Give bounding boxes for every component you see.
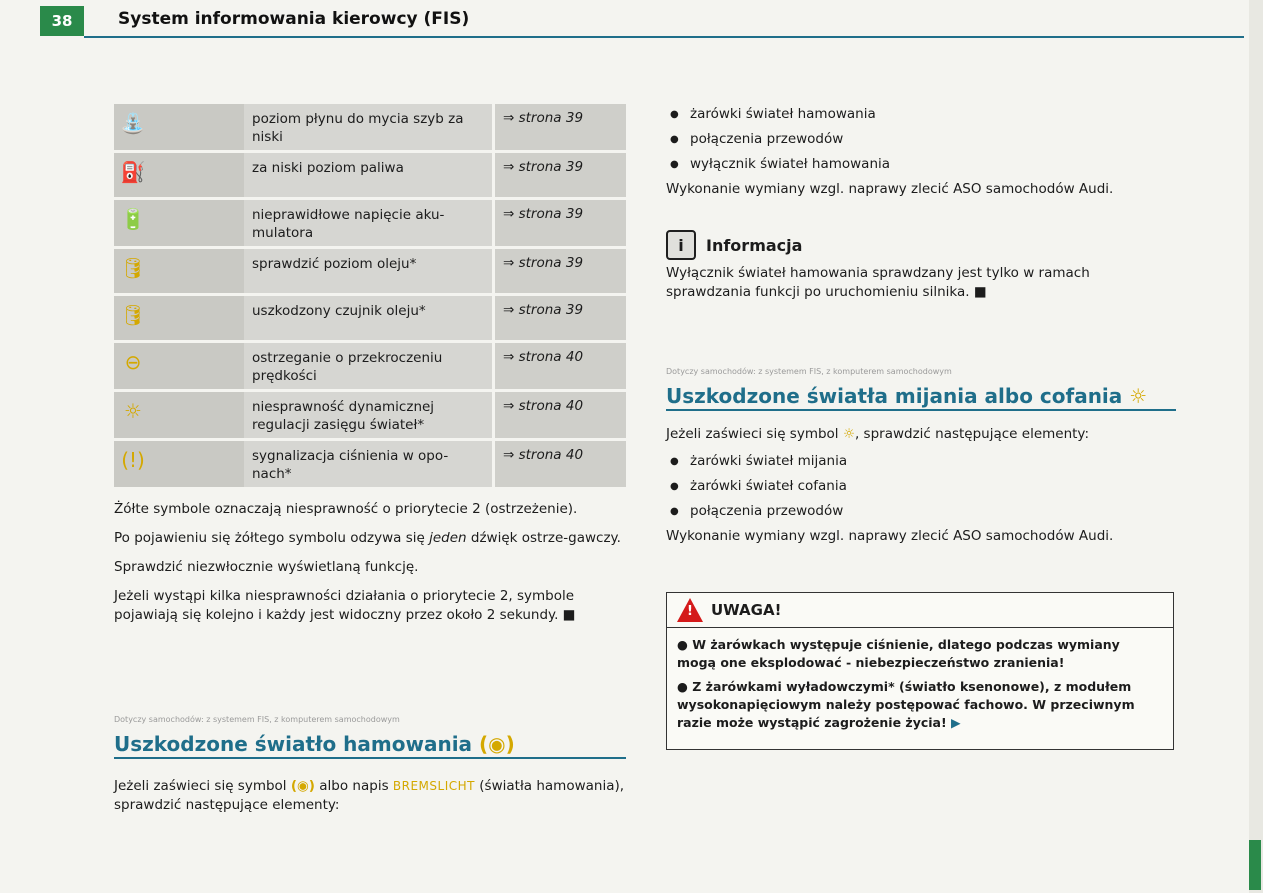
symbol-row — [114, 153, 626, 200]
info-title: Informacja — [706, 235, 803, 255]
warning-heading — [667, 593, 1173, 628]
warning-triangle-icon: ! — [677, 598, 703, 622]
warning-item: ● W żarówkach występuje ciśnienie, dlatego podczas wymiany mogą one eksplodować - niebezpieczeństwo zranienia! — [677, 637, 1120, 670]
repair-note: Wykonanie wymiany wzgl. naprawy zlecić ASO samochodów Audi. — [666, 181, 1114, 197]
page-reference: ⇒ strona 39 — [492, 200, 626, 246]
page-reference: ⇒ strona 39 — [492, 249, 626, 293]
lowbeam-icon: ☼ — [1129, 384, 1148, 408]
warning-box — [666, 592, 1174, 750]
speed-warning-icon: ⊖ — [124, 350, 142, 374]
warning-item — [677, 678, 1163, 732]
paragraph-check: Sprawdzić niezwłocznie wyświetlaną funkcję. — [114, 559, 419, 575]
symbol-row — [114, 441, 626, 490]
symbol-table — [114, 104, 626, 490]
list-item: ● połączenia przewodów — [666, 130, 1176, 149]
symbol-row — [114, 200, 626, 249]
warning-title: UWAGA! — [711, 601, 782, 619]
symbol-description: sygnalizacja ciśnienia w opo-nach* — [244, 441, 492, 487]
symbol-row — [114, 343, 626, 392]
symbol-cell — [114, 343, 244, 389]
page-reference: ⇒ strona 40 — [492, 441, 626, 487]
symbol-cell — [114, 296, 244, 340]
symbol-description: sprawdzić poziom oleju* — [244, 249, 492, 293]
list-item: ● żarówki świateł mijania — [666, 452, 1176, 471]
page-header — [0, 0, 1263, 40]
brake-light-icon: (◉) — [479, 732, 515, 756]
symbol-description: za niski poziom paliwa — [244, 153, 492, 197]
paragraph-multiple: Jeżeli wystąpi kilka niesprawności działania o priorytecie 2, symbole pojawiają się kolejno i każdy jest widoczny przez około 2 sekundy. ■ — [114, 588, 576, 623]
brake-section — [114, 710, 626, 825]
lowbeam-icon: ☼ — [842, 426, 855, 442]
page-title: System informowania kierowcy (FIS) — [118, 9, 470, 29]
italic-span: jeden — [429, 530, 467, 546]
continue-arrow-icon: ▶ — [951, 715, 961, 730]
text-span: , sprawdzić następujące elementy: — [854, 426, 1089, 442]
symbol-description: ostrzeganie o przekroczeniu prędkości — [244, 343, 492, 389]
page-reference: ⇒ strona 39 — [492, 153, 626, 197]
symbol-cell — [114, 441, 244, 487]
list-item: ● wyłącznik świateł hamowania — [666, 155, 1176, 174]
info-heading — [666, 230, 1176, 260]
symbol-cell — [114, 153, 244, 197]
left-paragraphs — [114, 500, 626, 635]
bremslicht-label: BREMSLICHT — [392, 779, 475, 793]
paragraph-sound — [114, 529, 626, 548]
repair-note: Wykonanie wymiany wzgl. naprawy zlecić ASO samochodów Audi. — [666, 528, 1114, 544]
section-title — [114, 732, 626, 759]
section-tab — [1249, 840, 1261, 890]
symbol-cell — [114, 104, 244, 150]
page-edge — [1249, 0, 1263, 893]
symbol-row — [114, 104, 626, 153]
section-title-text: Uszkodzone światła mijania albo cofania — [666, 384, 1123, 408]
lowbeam-intro — [666, 425, 1176, 444]
brake-light-icon: (◉) — [290, 778, 315, 794]
symbol-cell — [114, 200, 244, 246]
lowbeam-check-list — [666, 452, 1176, 521]
symbol-cell — [114, 249, 244, 293]
page-reference: ⇒ strona 40 — [492, 392, 626, 438]
info-block — [666, 230, 1176, 302]
text-span: (światła hamowania), sprawdzić następujące elementy: — [114, 778, 625, 813]
page-number: 38 — [40, 6, 84, 36]
text-span: Jeżeli zaświeci się symbol — [666, 426, 843, 442]
lowbeam-section — [666, 362, 1176, 546]
page-reference: ⇒ strona 40 — [492, 343, 626, 389]
text-span: dźwięk ostrze-gawczy. — [466, 530, 621, 546]
info-icon: i — [666, 230, 696, 260]
oil-sensor-icon: 🛢 — [120, 303, 146, 327]
brake-intro — [114, 777, 626, 815]
section-title — [666, 384, 1176, 411]
text-span: Po pojawieniu się żółtego symbolu odzywa się — [114, 530, 430, 546]
warning-body — [667, 628, 1173, 746]
symbol-row — [114, 249, 626, 296]
info-text: Wyłącznik świateł hamowania sprawdzany jest tylko w ramach sprawdzania funkcji po uruchomieniu silnika. ■ — [666, 265, 1090, 300]
breadcrumb: Dotyczy samochodów: z systemem FIS, z komputerem samochodowym — [114, 715, 400, 724]
text-span: albo napis — [314, 778, 393, 794]
fuel-icon: ⛽ — [120, 160, 146, 184]
page-reference: ⇒ strona 39 — [492, 296, 626, 340]
washer-fluid-icon: ⛲ — [120, 111, 146, 135]
header-divider — [84, 36, 1244, 38]
symbol-description: nieprawidłowe napięcie aku-mulatora — [244, 200, 492, 246]
battery-icon: 🔋 — [120, 207, 146, 231]
page-reference: ⇒ strona 39 — [492, 104, 626, 150]
symbol-description: uszkodzony czujnik oleju* — [244, 296, 492, 340]
list-item: ● połączenia przewodów — [666, 502, 1176, 521]
list-item: ● żarówki świateł hamowania — [666, 105, 1176, 124]
brake-check-list — [666, 105, 1176, 174]
symbol-row — [114, 392, 626, 441]
breadcrumb: Dotyczy samochodów: z systemem FIS, z komputerem samochodowym — [666, 367, 952, 376]
headlight-range-icon: ☼ — [124, 399, 142, 423]
symbol-cell — [114, 392, 244, 438]
right-top-block — [666, 105, 1176, 199]
text-span: Jeżeli zaświeci się symbol — [114, 778, 291, 794]
list-item: ● żarówki świateł cofania — [666, 477, 1176, 496]
oil-level-icon: 🛢 — [120, 256, 146, 280]
text-span: ● Z żarówkami wyładowczymi* (światło ksenonowe), z modułem wysokonapięciowym należy postępować fachowo. W przeciwnym razie może wystąpić zagrożenie życia! — [677, 679, 1135, 730]
section-title-text: Uszkodzone światło hamowania — [114, 732, 473, 756]
symbol-row — [114, 296, 626, 343]
symbol-description: niesprawność dynamicznej regulacji zasięgu świateł* — [244, 392, 492, 438]
symbol-description: poziom płynu do mycia szyb za niski — [244, 104, 492, 150]
paragraph-yellow-symbols: Żółte symbole oznaczają niesprawność o priorytecie 2 (ostrzeżenie). — [114, 501, 578, 517]
tire-pressure-icon: (!) — [121, 448, 145, 472]
